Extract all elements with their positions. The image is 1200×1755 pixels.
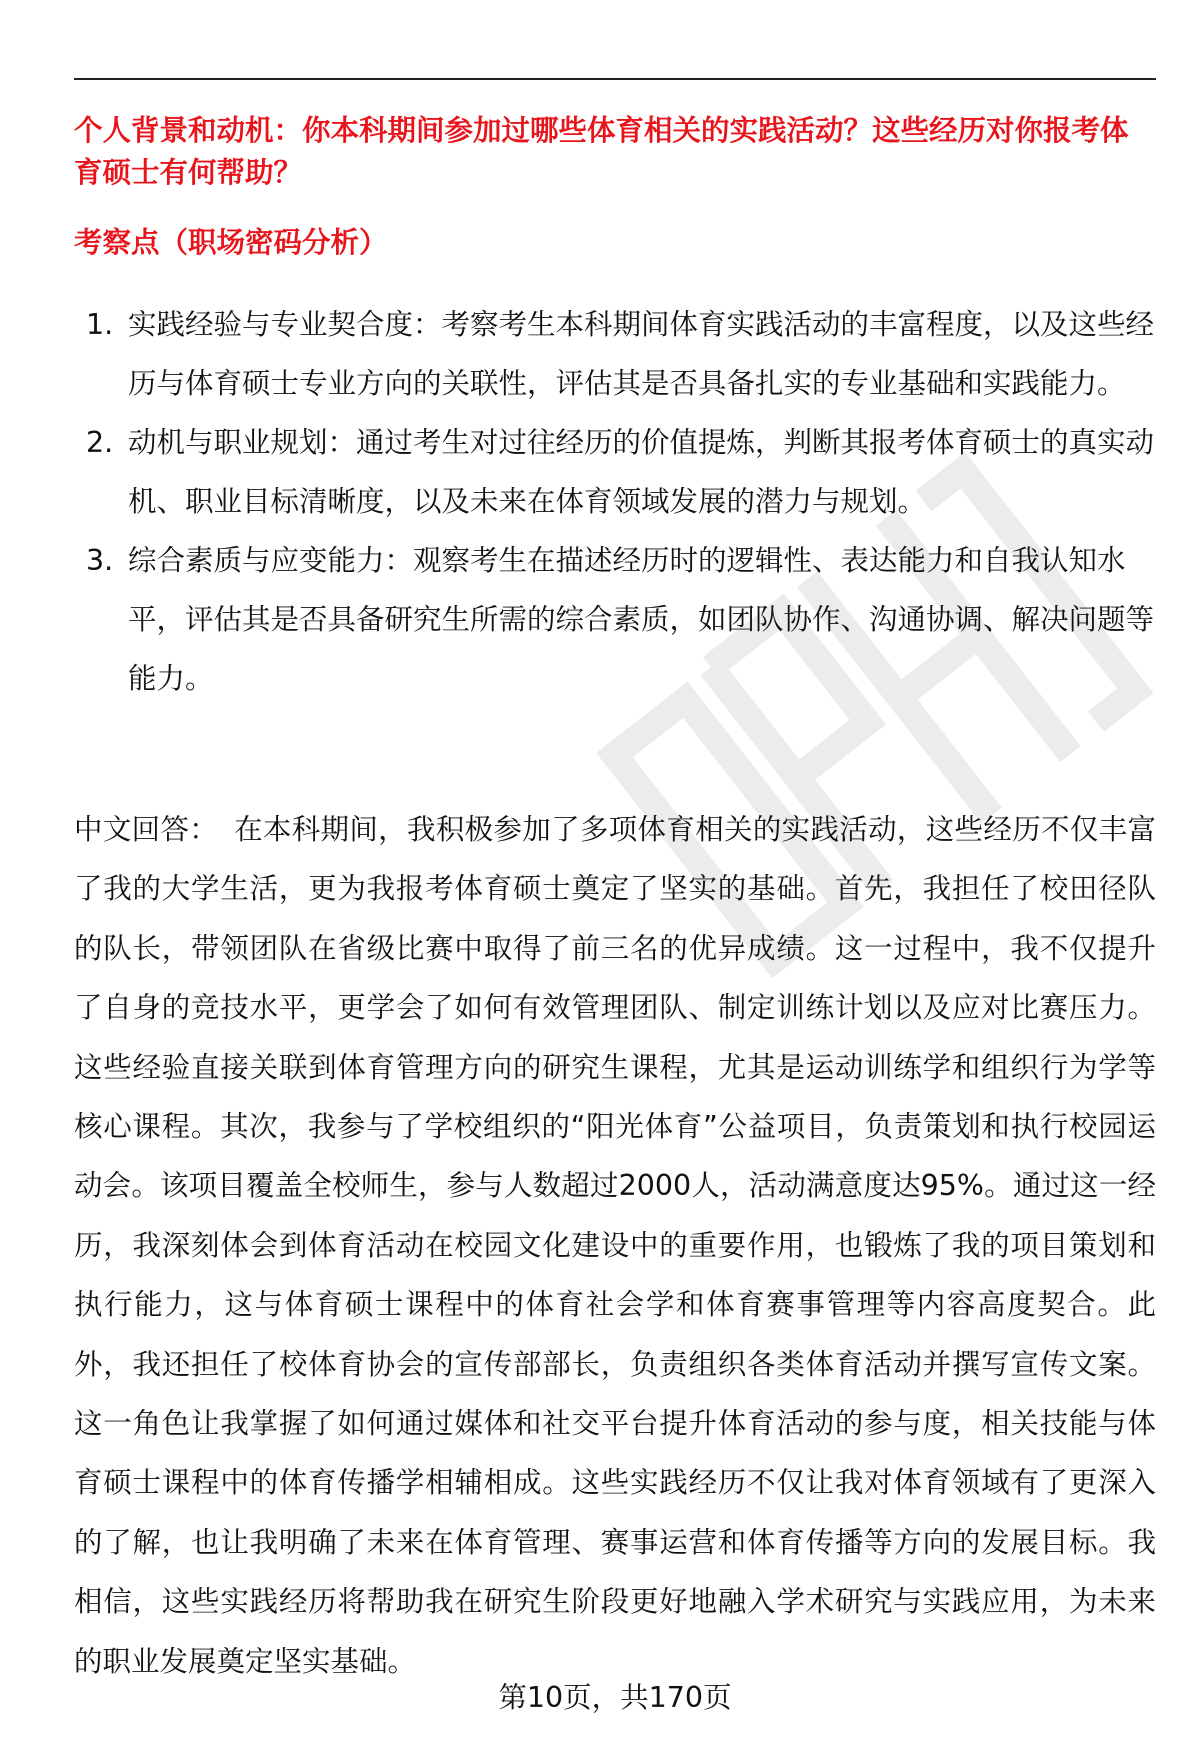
list-item-text: 动机与职业规划：通过考生对过往经历的价值提炼，判断其报考体育硕士的真实动机、职业目标清晰度，以及未来在体育领域发展的潜力与规划。 [128, 426, 1155, 518]
list-item [74, 531, 1156, 708]
list-item-number: 3. [86, 544, 114, 577]
list-item-number: 2. [86, 426, 114, 459]
list-item-text: 实践经验与专业契合度：考察考生本科期间体育实践活动的丰富程度，以及这些经历与体育硕士专业方向的关联性，评估其是否具备扎实的专业基础和实践能力。 [128, 308, 1155, 400]
assessment-points-list [74, 295, 1156, 708]
list-item [74, 295, 1156, 413]
list-item-number: 1. [86, 308, 114, 341]
document-page [74, 0, 1156, 1755]
answer-text: 在本科期间，我积极参加了多项体育相关的实践活动，这些经历不仅丰富了我的大学生活，更为我报考体育硕士奠定了坚实的基础。首先，我担任了校田径队的队长，带领团队在省级比赛中取得了前三名的优异成绩。这一过程中，我不仅提升了自身的竞技水平，更学会了如何有效管理团队、制定训练计划以及应对比赛压力。这些经验直接关联到体育管理方向的研究生课程，尤其是运动训练学和组织行为学等核心课程。其次，我参与了学校组织的“阳光体育”公益项目，负责策划和执行校园运动会。该项目覆盖全校师生，参与人数超过2000人，活动满意度达95%。通过这一经历，我深刻体会到体育活动在校园文化建设中的重要作用，也锻炼了我的项目策划和执行能力，这与体育硕士课程中的体育社会学和体育赛事管理等内容高度契合。此外，我还担任了校体育协会的宣传部部长，负责组织各类体育活动并撰写宣传文案。这一角色让我掌握了如何通过媒体和社交平台提升体育活动的参与度，相关技能与体育硕士课程中的体育传播学相辅相成。这些实践经历不仅让我对体育领域有了更深入的了解，也让我明确了未来在体育管理、赛事运营和体育传播等方向的发展目标。我相信，这些实践经历将帮助我在研究生阶段更好地融入学术研究与实践应用，为未来的职业发展奠定坚实基础。 [74, 813, 1156, 1678]
page-footer: 第10页，共170页 [498, 1681, 732, 1714]
answer-paragraph [74, 800, 1156, 1691]
list-item-text: 综合素质与应变能力：观察考生在描述经历时的逻辑性、表达能力和自我认知水平，评估其是否具备研究生所需的综合素质，如团队协作、沟通协调、解决问题等能力。 [128, 544, 1155, 695]
focus-heading: 考察点（职场密码分析） [74, 226, 388, 259]
list-item [74, 413, 1156, 531]
header-divider [74, 78, 1156, 80]
question-heading: 个人背景和动机：你本科期间参加过哪些体育相关的实践活动？这些经历对你报考体育硕士有何帮助？ [74, 114, 1129, 189]
answer-label: 中文回答： [74, 813, 219, 846]
